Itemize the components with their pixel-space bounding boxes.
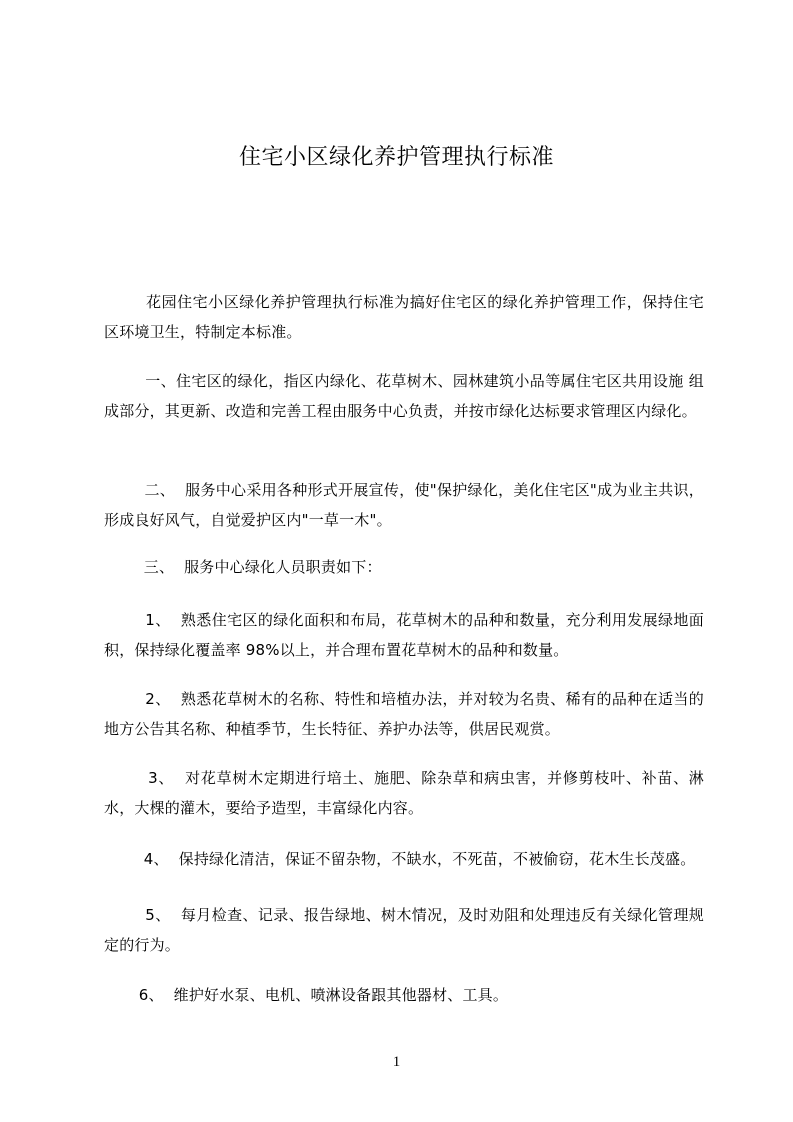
duty-1-paragraph: 1、 熟悉住宅区的绿化面积和布局，花草树木的品种和数量，充分利用发展绿地面积，保持绿化覆盖率 98%以上，并合理布置花草树木的品种和数量。 [104, 611, 705, 659]
duty-2-paragraph: 2、 熟悉花草树木的名称、特性和培植办法，并对较为名贵、稀有的品种在适当的地方公告其名称、种植季节，生长特征、养护办法等，供居民观赏。 [104, 690, 705, 738]
intro-paragraph: 花园住宅小区绿化养护管理执行标准为搞好住宅区的绿化养护管理工作，保持住宅区环境卫生，特制定本标准。 [104, 293, 704, 341]
page-number: 1 [392, 1054, 401, 1070]
clause-3-heading: 三、 服务中心绿化人员职责如下： [104, 558, 382, 576]
duty-3-paragraph: 3、 对花草树木定期进行培土、施肥、除杂草和病虫害，并修剪枝叶、补苗、淋水，大棵的灌木，要给予造型，丰富绿化内容。 [104, 769, 705, 817]
duty-5-paragraph: 5、 每月检查、记录、报告绿地、树木情况，及时劝阻和处理违反有关绿化管理规定的行为。 [104, 906, 705, 954]
clause-2-paragraph: 二、 服务中心采用各种形式开展宣传，使"保护绿化，美化住宅区"成为业主共识，形成良好风气，自觉爱护区内"一草一木"。 [104, 481, 705, 529]
clause-1-paragraph: 一、住宅区的绿化，指区内绿化、花草树木、园林建筑小品等属住宅区共用设施 组成部分，其更新、改造和完善工程由服务中心负责，并按市绿化达标要求管理区内绿化。 [104, 372, 704, 420]
duty-4-paragraph: 4、 保持绿化清洁，保证不留杂物，不缺水，不死苗，不被偷窃，花木生长茂盛。 [104, 850, 696, 868]
document-title: 住宅小区绿化养护管理执行标准 [238, 145, 554, 170]
duty-6-paragraph: 6、 维护好水泵、电机、喷淋设备跟其他器材、工具。 [104, 986, 509, 1004]
